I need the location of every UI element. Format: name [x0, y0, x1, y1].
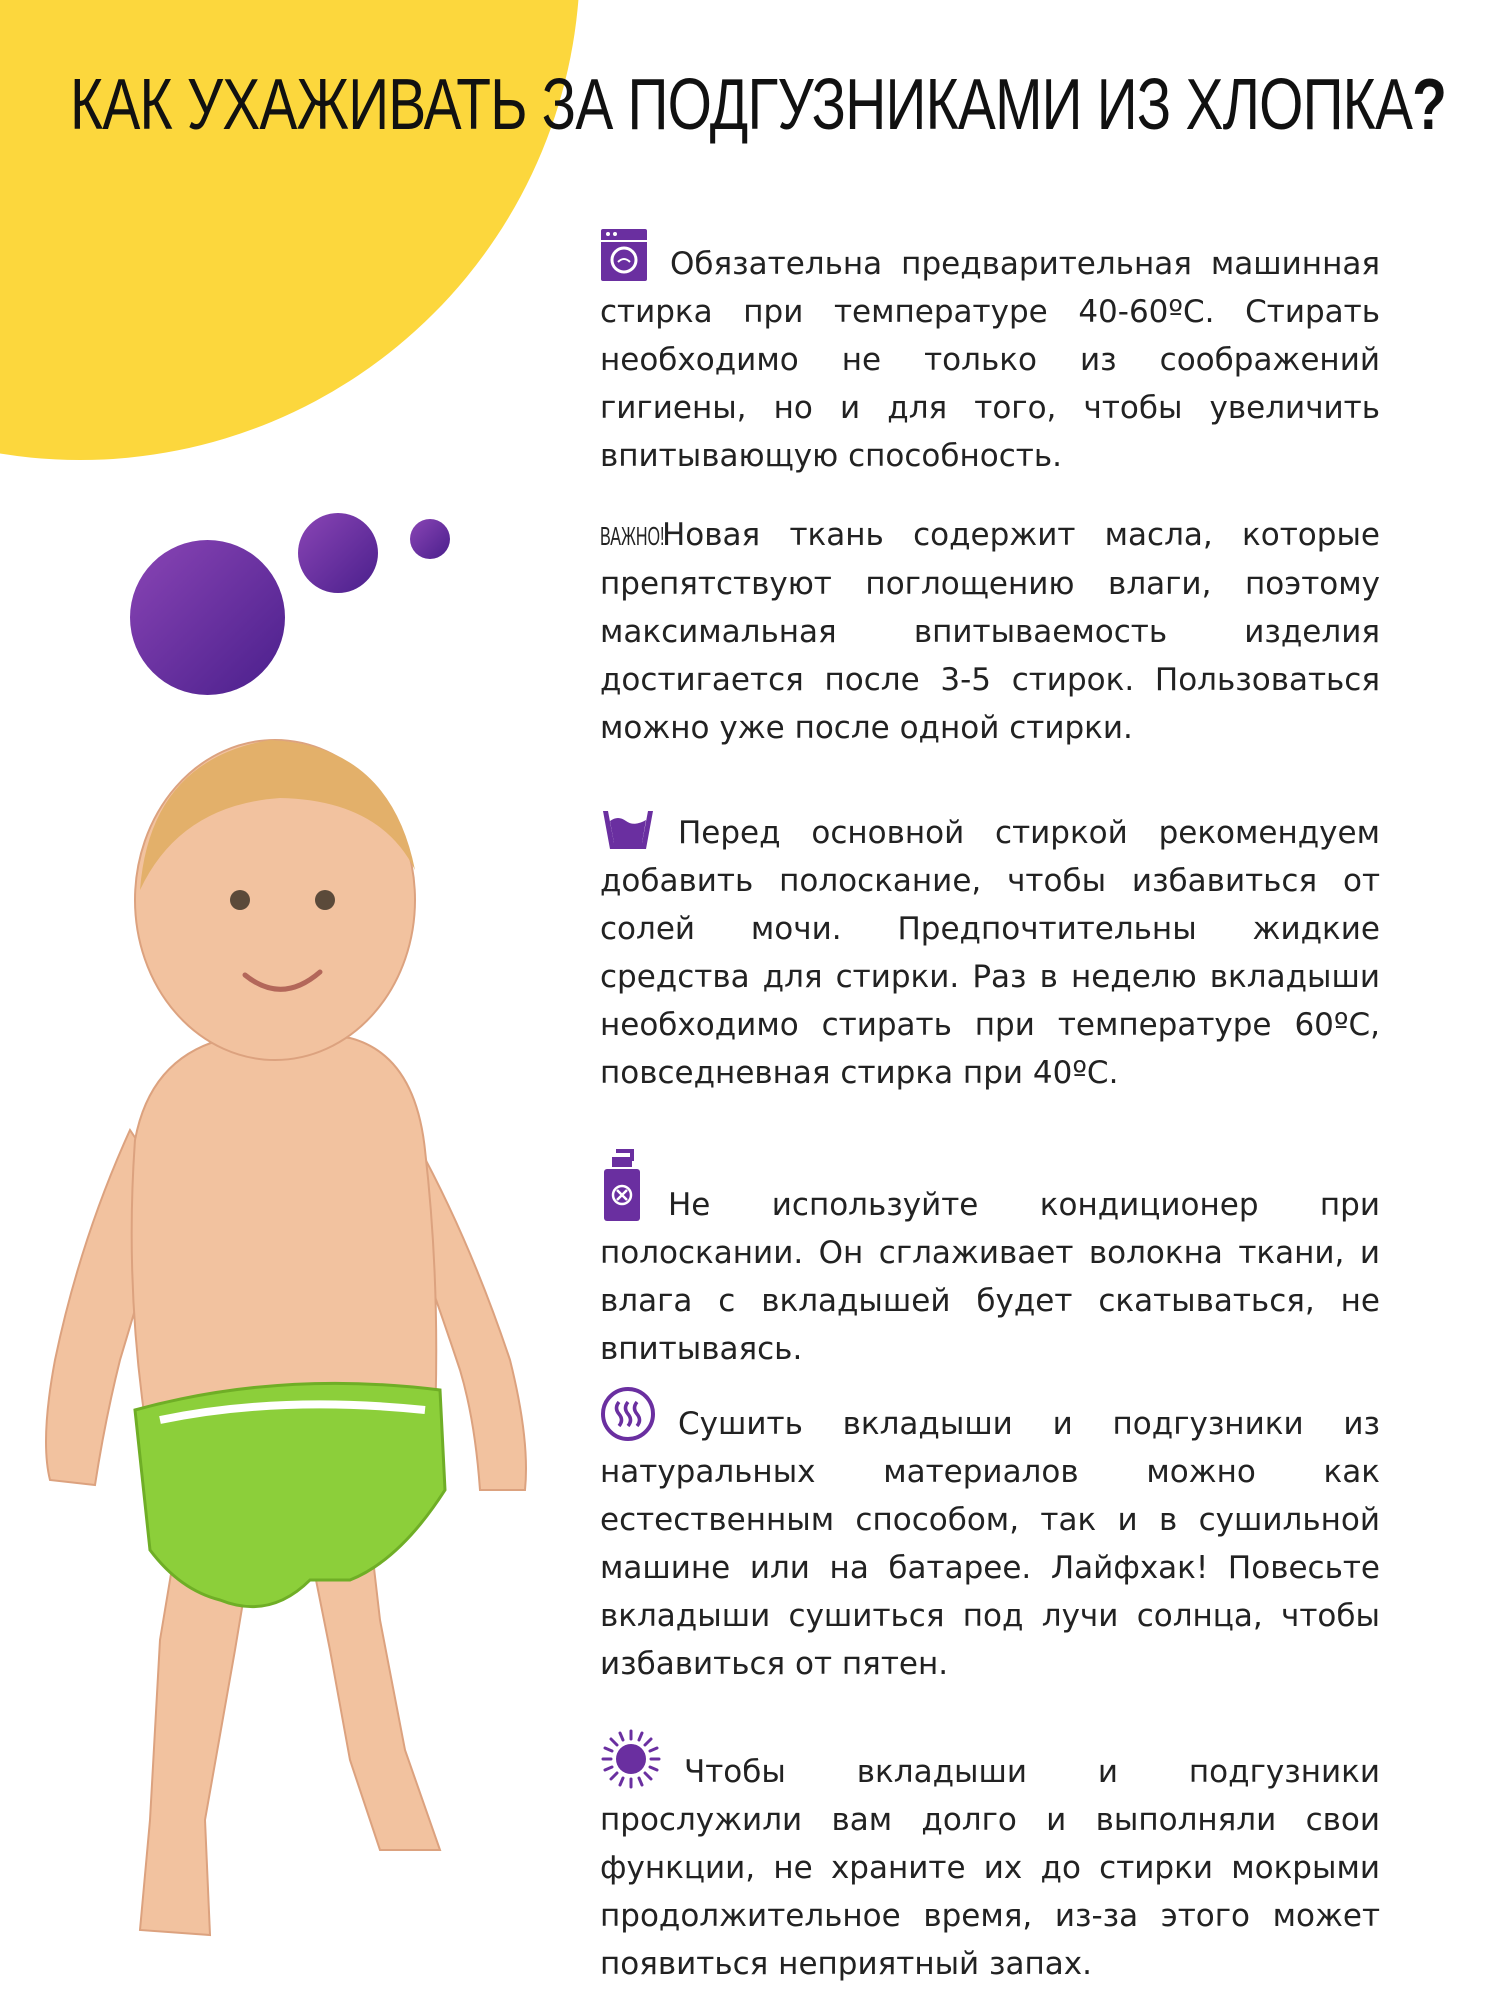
sun-icon — [600, 1728, 662, 1790]
medium-purple-bubble — [298, 513, 378, 593]
small-purple-bubble — [410, 519, 450, 559]
paragraph-storage — [600, 1728, 1380, 1988]
page-title-text: КАК УХАЖИВАТЬ ЗА ПОДГУЗНИКАМИ ИЗ ХЛОПКА — [70, 65, 1413, 145]
wash-basin-icon — [600, 805, 656, 851]
paragraph-no-softener-text: Не используйте кондиционер при полоскании. Он сглаживает волокна ткани, и влага с вкладышей будет скатываться, не впитываясь. — [600, 1187, 1380, 1367]
page-title-question-mark: ? — [1412, 65, 1447, 145]
large-purple-bubble — [130, 540, 285, 695]
paragraph-drying — [600, 1386, 1380, 1688]
drying-heat-icon — [600, 1386, 656, 1442]
paragraph-rinse — [600, 805, 1380, 1097]
paragraph-storage-text: Чтобы вкладыши и подгузники прослужили вам долго и выполняли свои функции, не храните их до стирки мокрыми продолжительное время, из-за этого может появиться неприятный запах. — [600, 1754, 1380, 1982]
baby-photo — [20, 720, 560, 1970]
paragraph-no-softener — [600, 1147, 1380, 1373]
paragraph-prewash-text: Обязательна предварительная машинная стирка при температуре 40-60ºС. Стирать необходимо не только из соображений гигиены, но и для того, чтобы увеличить впитывающую способность. — [600, 246, 1380, 474]
no-softener-bottle-icon — [600, 1147, 646, 1223]
page-title — [70, 55, 1447, 155]
paragraph-rinse-text: Перед основной стиркой рекомендуем добавить полоскание, чтобы избавиться от солей мочи. Предпочтительны жидкие средства для стирки. Раз в неделю вкладыши необходимо стирать при температуре 60ºС, повседневная стирка при 40ºС. — [600, 815, 1380, 1091]
paragraph-drying-text: Сушить вкладыши и подгузники из натуральных материалов можно как естественным способом, так и в сушильной машине или на батарее. Лайфхак! Повесьте вкладыши сушиться под лучи солнца, чтобы избавиться от пятен. — [600, 1406, 1380, 1682]
paragraph-important-text: Новая ткань содержит масла, которые препятствуют поглощению влаги, поэтому максимальная впитываемость изделия достигается после 3-5 стирок. Пользоваться можно уже после одной стирки. — [600, 517, 1380, 746]
paragraph-important — [600, 511, 1380, 752]
washing-machine-icon — [600, 228, 648, 282]
important-label: ВАЖНО! — [600, 521, 665, 551]
paragraph-prewash — [600, 228, 1380, 480]
